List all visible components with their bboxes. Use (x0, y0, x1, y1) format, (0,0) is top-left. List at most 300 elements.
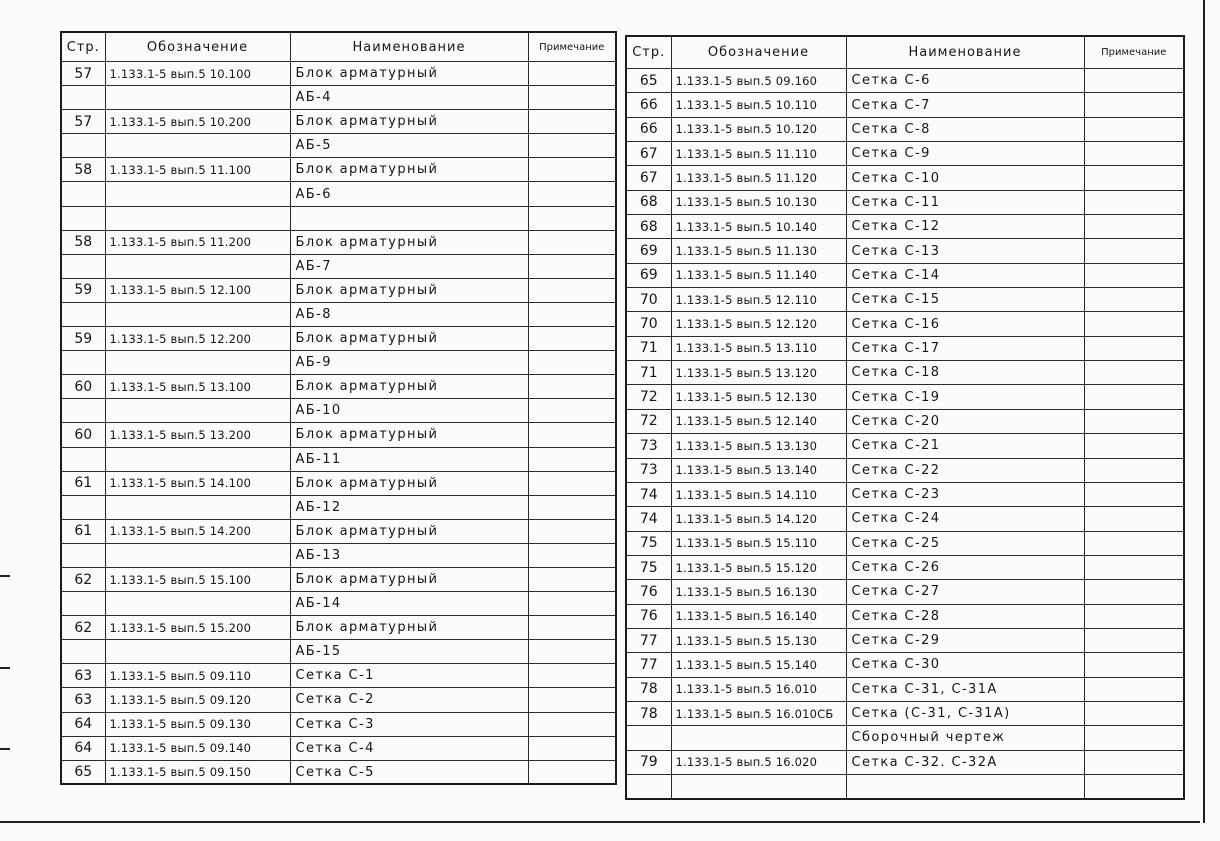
cell-page: 78 (626, 677, 671, 701)
cell-name: АБ-15 (290, 640, 528, 664)
cell-note (528, 182, 616, 206)
cell-page: 76 (626, 604, 671, 628)
cell-name: Блок арматурный (290, 158, 528, 182)
cell-page: 75 (626, 555, 671, 579)
cell-designation: 1.133.1-5 вып.5 09.160 (671, 69, 846, 93)
cell-designation: 1.133.1-5 вып.5 11.200 (105, 230, 290, 254)
cell-designation: 1.133.1-5 вып.5 10.140 (671, 215, 846, 239)
cell-name: Сетка С-4 (290, 736, 528, 760)
cell-designation: 1.133.1-5 вып.5 13.100 (105, 375, 290, 399)
table-row (61, 230, 616, 254)
cell-note (1084, 239, 1184, 263)
table-row (61, 688, 616, 712)
cell-note (528, 736, 616, 760)
cell-name: Сетка С-9 (846, 142, 1084, 166)
cell-designation (105, 134, 290, 158)
cell-name: Сетка С-13 (846, 239, 1084, 263)
cell-name: АБ-11 (290, 447, 528, 471)
cell-page: 78 (626, 701, 671, 725)
cell-note (528, 495, 616, 519)
cell-note (1084, 774, 1184, 798)
cell-note (1084, 750, 1184, 774)
cell-name (290, 206, 528, 230)
cell-name: Блок арматурный (290, 567, 528, 591)
header-designation: Обозначение (105, 32, 290, 62)
cell-page: 73 (626, 434, 671, 458)
header-designation: Обозначение (671, 36, 846, 69)
cell-page (61, 495, 105, 519)
cell-name: Сетка С-28 (846, 604, 1084, 628)
cell-page: 79 (626, 750, 671, 774)
cell-page (61, 206, 105, 230)
cell-page: 72 (626, 385, 671, 409)
cell-name: Сетка С-10 (846, 166, 1084, 190)
cell-name: Сетка С-14 (846, 263, 1084, 287)
cell-note (1084, 555, 1184, 579)
cell-designation: 1.133.1-5 вып.5 11.100 (105, 158, 290, 182)
header-name: Наименование (846, 36, 1084, 69)
cell-name: Сетка С-17 (846, 336, 1084, 360)
cell-name: АБ-12 (290, 495, 528, 519)
cell-name: Сетка С-5 (290, 760, 528, 784)
table-row (61, 399, 616, 423)
cell-page: 69 (626, 239, 671, 263)
cell-name: Сетка С-15 (846, 288, 1084, 312)
table-row (61, 182, 616, 206)
table-row (626, 385, 1184, 409)
cell-note (1084, 458, 1184, 482)
cell-name: Сетка С-3 (290, 712, 528, 736)
cell-note (1084, 69, 1184, 93)
cell-note (528, 543, 616, 567)
cell-designation: 1.133.1-5 вып.5 12.120 (671, 312, 846, 336)
cell-page: 72 (626, 409, 671, 433)
table-row (626, 117, 1184, 141)
cell-note (528, 688, 616, 712)
cell-designation: 1.133.1-5 вып.5 10.120 (671, 117, 846, 141)
cell-note (528, 616, 616, 640)
cell-page: 58 (61, 158, 105, 182)
cell-note (1084, 288, 1184, 312)
cell-note (528, 567, 616, 591)
cell-designation (671, 726, 846, 750)
cell-designation: 1.133.1-5 вып.5 15.100 (105, 567, 290, 591)
cell-name: АБ-14 (290, 592, 528, 616)
cell-page: 71 (626, 336, 671, 360)
cell-page: 66 (626, 93, 671, 117)
table-row (61, 158, 616, 182)
table-row (626, 458, 1184, 482)
cell-name: Блок арматурный (290, 616, 528, 640)
table-row (61, 423, 616, 447)
table-row (61, 640, 616, 664)
cell-name: Блок арматурный (290, 375, 528, 399)
cell-designation: 1.133.1-5 вып.5 15.200 (105, 616, 290, 640)
cell-page: 65 (61, 760, 105, 784)
cell-page: 66 (626, 117, 671, 141)
cell-designation: 1.133.1-5 вып.5 12.110 (671, 288, 846, 312)
cell-designation: 1.133.1-5 вып.5 09.140 (105, 736, 290, 760)
cell-name: Сетка С-25 (846, 531, 1084, 555)
cell-name: Сетка С-6 (846, 69, 1084, 93)
cell-designation: 1.133.1-5 вып.5 10.110 (671, 93, 846, 117)
cell-name: Блок арматурный (290, 423, 528, 447)
cell-note (528, 712, 616, 736)
cell-page: 60 (61, 375, 105, 399)
table-row (626, 653, 1184, 677)
cell-note (1084, 726, 1184, 750)
cell-designation (105, 302, 290, 326)
cell-page: 68 (626, 190, 671, 214)
cell-page (61, 543, 105, 567)
table-row (61, 664, 616, 688)
cell-designation (105, 447, 290, 471)
cell-page: 71 (626, 361, 671, 385)
table-row (61, 616, 616, 640)
cell-note (1084, 580, 1184, 604)
cell-note (1084, 117, 1184, 141)
cell-note (528, 230, 616, 254)
cell-designation: 1.133.1-5 вып.5 16.010СБ (671, 701, 846, 725)
cell-name: АБ-5 (290, 134, 528, 158)
table-row (626, 190, 1184, 214)
table-row (626, 93, 1184, 117)
table-row (61, 760, 616, 784)
cell-note (1084, 190, 1184, 214)
cell-designation (105, 182, 290, 206)
table-row (626, 239, 1184, 263)
cell-name (846, 774, 1084, 798)
cell-designation: 1.133.1-5 вып.5 09.150 (105, 760, 290, 784)
cell-page: 64 (61, 736, 105, 760)
cell-designation: 1.133.1-5 вып.5 13.110 (671, 336, 846, 360)
table-row (61, 592, 616, 616)
cell-note (1084, 166, 1184, 190)
cell-page (61, 640, 105, 664)
cell-note (1084, 336, 1184, 360)
cell-page: 77 (626, 653, 671, 677)
cell-name: АБ-4 (290, 86, 528, 110)
cell-page (61, 302, 105, 326)
cell-name: Сетка С-1 (290, 664, 528, 688)
cell-designation: 1.133.1-5 вып.5 11.120 (671, 166, 846, 190)
cell-name: Блок арматурный (290, 519, 528, 543)
cell-designation (105, 206, 290, 230)
cell-name: Сетка (С-31, С-31А) (846, 701, 1084, 725)
cell-note (1084, 409, 1184, 433)
cell-page: 70 (626, 312, 671, 336)
cell-page: 67 (626, 166, 671, 190)
cell-note (528, 110, 616, 134)
cell-note (528, 423, 616, 447)
cell-designation: 1.133.1-5 вып.5 12.130 (671, 385, 846, 409)
cell-name: АБ-10 (290, 399, 528, 423)
cell-note (1084, 142, 1184, 166)
cell-name: Блок арматурный (290, 278, 528, 302)
cell-page: 60 (61, 423, 105, 447)
table-row (626, 336, 1184, 360)
cell-designation: 1.133.1-5 вып.5 13.200 (105, 423, 290, 447)
cell-page (61, 351, 105, 375)
cell-note (1084, 93, 1184, 117)
table-row (626, 677, 1184, 701)
cell-name: Сетка С-18 (846, 361, 1084, 385)
table-row (61, 254, 616, 278)
cell-note (528, 278, 616, 302)
table-row (626, 288, 1184, 312)
sheet-frame-right-line (1203, 0, 1205, 823)
cell-note (528, 302, 616, 326)
cell-designation: 1.133.1-5 вып.5 11.130 (671, 239, 846, 263)
cell-designation (105, 495, 290, 519)
left-specification-table (60, 31, 617, 785)
cell-note (528, 640, 616, 664)
cell-name: Сетка С-21 (846, 434, 1084, 458)
cell-page: 68 (626, 215, 671, 239)
header-page: Стр. (626, 36, 671, 69)
cell-designation: 1.133.1-5 вып.5 11.140 (671, 263, 846, 287)
cell-page: 70 (626, 288, 671, 312)
cell-note (1084, 628, 1184, 652)
table-row (61, 206, 616, 230)
cell-designation: 1.133.1-5 вып.5 16.140 (671, 604, 846, 628)
cell-note (1084, 701, 1184, 725)
cell-page: 61 (61, 471, 105, 495)
cell-note (528, 760, 616, 784)
cell-note (1084, 677, 1184, 701)
right-specification-table (625, 35, 1185, 800)
cell-page (61, 254, 105, 278)
cell-note (528, 519, 616, 543)
cell-name: АБ-6 (290, 182, 528, 206)
cell-page: 76 (626, 580, 671, 604)
cell-name: Сетка С-30 (846, 653, 1084, 677)
cell-page: 58 (61, 230, 105, 254)
cell-note (1084, 531, 1184, 555)
table-row (61, 471, 616, 495)
cell-name: Блок арматурный (290, 110, 528, 134)
cell-designation: 1.133.1-5 вып.5 14.120 (671, 507, 846, 531)
cell-name: Сетка С-29 (846, 628, 1084, 652)
cell-note (528, 206, 616, 230)
cell-note (1084, 361, 1184, 385)
cell-designation (105, 592, 290, 616)
cell-page: 62 (61, 567, 105, 591)
cell-designation (105, 351, 290, 375)
cell-name: Сетка С-24 (846, 507, 1084, 531)
cell-designation: 1.133.1-5 вып.5 15.110 (671, 531, 846, 555)
table-row (626, 701, 1184, 725)
cell-note (528, 134, 616, 158)
cell-note (528, 158, 616, 182)
table-row (626, 166, 1184, 190)
cell-note (528, 399, 616, 423)
cell-designation: 1.133.1-5 вып.5 14.200 (105, 519, 290, 543)
cell-name: Сетка С-2 (290, 688, 528, 712)
table-row (626, 628, 1184, 652)
cell-name: Блок арматурный (290, 230, 528, 254)
table-row (61, 712, 616, 736)
margin-tick (0, 667, 10, 669)
cell-designation: 1.133.1-5 вып.5 12.200 (105, 327, 290, 351)
cell-designation: 1.133.1-5 вып.5 16.130 (671, 580, 846, 604)
cell-name: Сетка С-32. С-32А (846, 750, 1084, 774)
table-row (61, 62, 616, 86)
cell-designation: 1.133.1-5 вып.5 16.020 (671, 750, 846, 774)
table-header-row (626, 36, 1184, 69)
table-row (626, 69, 1184, 93)
cell-name: Сетка С-19 (846, 385, 1084, 409)
table-row (626, 409, 1184, 433)
cell-note (528, 447, 616, 471)
cell-designation: 1.133.1-5 вып.5 11.110 (671, 142, 846, 166)
cell-name: АБ-13 (290, 543, 528, 567)
margin-tick (0, 575, 10, 577)
cell-name: Сетка С-22 (846, 458, 1084, 482)
cell-designation (105, 543, 290, 567)
table-row (61, 278, 616, 302)
cell-name: Сетка С-20 (846, 409, 1084, 433)
table-row (61, 447, 616, 471)
cell-note (528, 254, 616, 278)
cell-name: Сетка С-23 (846, 482, 1084, 506)
table-row (626, 580, 1184, 604)
cell-designation: 1.133.1-5 вып.5 13.140 (671, 458, 846, 482)
cell-page: 59 (61, 278, 105, 302)
cell-designation: 1.133.1-5 вып.5 10.130 (671, 190, 846, 214)
table-row (61, 86, 616, 110)
cell-page (61, 592, 105, 616)
cell-designation: 1.133.1-5 вып.5 13.130 (671, 434, 846, 458)
cell-name: Блок арматурный (290, 62, 528, 86)
table-row (626, 215, 1184, 239)
table-row (61, 327, 616, 351)
table-row (61, 110, 616, 134)
table-row (626, 142, 1184, 166)
table-row (61, 567, 616, 591)
cell-designation: 1.133.1-5 вып.5 15.130 (671, 628, 846, 652)
cell-note (528, 592, 616, 616)
cell-designation (105, 640, 290, 664)
cell-designation: 1.133.1-5 вып.5 15.140 (671, 653, 846, 677)
cell-page: 57 (61, 110, 105, 134)
cell-name: АБ-9 (290, 351, 528, 375)
cell-note (1084, 215, 1184, 239)
cell-name: Блок арматурный (290, 471, 528, 495)
table-row (626, 507, 1184, 531)
cell-name: Блок арматурный (290, 327, 528, 351)
cell-note (528, 471, 616, 495)
cell-page: 65 (626, 69, 671, 93)
table-row (626, 482, 1184, 506)
cell-note (528, 375, 616, 399)
table-header-row (61, 32, 616, 62)
cell-note (1084, 604, 1184, 628)
cell-note (528, 62, 616, 86)
cell-designation: 1.133.1-5 вып.5 12.100 (105, 278, 290, 302)
table-row (626, 750, 1184, 774)
cell-designation: 1.133.1-5 вып.5 10.100 (105, 62, 290, 86)
cell-note (1084, 385, 1184, 409)
cell-page: 63 (61, 664, 105, 688)
cell-name: АБ-8 (290, 302, 528, 326)
table-row (626, 263, 1184, 287)
cell-page: 62 (61, 616, 105, 640)
cell-page: 63 (61, 688, 105, 712)
cell-designation: 1.133.1-5 вып.5 09.130 (105, 712, 290, 736)
cell-designation: 1.133.1-5 вып.5 15.120 (671, 555, 846, 579)
cell-designation: 1.133.1-5 вып.5 14.110 (671, 482, 846, 506)
cell-name: Сетка С-26 (846, 555, 1084, 579)
table-row (61, 134, 616, 158)
cell-note (528, 664, 616, 688)
cell-note (528, 327, 616, 351)
sheet-frame-bottom-line (0, 821, 1200, 823)
table-row (626, 531, 1184, 555)
table-row (626, 604, 1184, 628)
table-row (61, 736, 616, 760)
cell-page: 75 (626, 531, 671, 555)
cell-designation (105, 86, 290, 110)
table-row (626, 555, 1184, 579)
cell-designation: 1.133.1-5 вып.5 12.140 (671, 409, 846, 433)
cell-page: 74 (626, 482, 671, 506)
table-row (626, 726, 1184, 750)
cell-name: Сетка С-7 (846, 93, 1084, 117)
cell-note (1084, 312, 1184, 336)
cell-note (528, 351, 616, 375)
cell-designation: 1.133.1-5 вып.5 16.010 (671, 677, 846, 701)
cell-page: 74 (626, 507, 671, 531)
cell-note (1084, 653, 1184, 677)
cell-designation (105, 399, 290, 423)
cell-name: Сетка С-12 (846, 215, 1084, 239)
cell-name: Сборочный чертеж (846, 726, 1084, 750)
cell-page (61, 134, 105, 158)
cell-designation: 1.133.1-5 вып.5 10.200 (105, 110, 290, 134)
cell-page: 61 (61, 519, 105, 543)
table-row (61, 495, 616, 519)
cell-note (528, 86, 616, 110)
table-row (61, 351, 616, 375)
table-row (61, 375, 616, 399)
cell-page: 59 (61, 327, 105, 351)
header-name: Наименование (290, 32, 528, 62)
cell-page (626, 774, 671, 798)
cell-page: 73 (626, 458, 671, 482)
cell-page: 69 (626, 263, 671, 287)
table-row (626, 434, 1184, 458)
table-row (61, 543, 616, 567)
cell-page (626, 726, 671, 750)
cell-page: 67 (626, 142, 671, 166)
cell-page (61, 447, 105, 471)
cell-name: Сетка С-16 (846, 312, 1084, 336)
cell-note (1084, 434, 1184, 458)
cell-page (61, 399, 105, 423)
cell-page: 77 (626, 628, 671, 652)
cell-name: Сетка С-27 (846, 580, 1084, 604)
cell-name: Сетка С-11 (846, 190, 1084, 214)
header-note: Примечание (1084, 36, 1184, 69)
cell-designation: 1.133.1-5 вып.5 14.100 (105, 471, 290, 495)
table-row (626, 774, 1184, 798)
margin-tick (0, 748, 10, 750)
table-row (626, 312, 1184, 336)
cell-page: 64 (61, 712, 105, 736)
cell-designation (105, 254, 290, 278)
cell-page (61, 182, 105, 206)
